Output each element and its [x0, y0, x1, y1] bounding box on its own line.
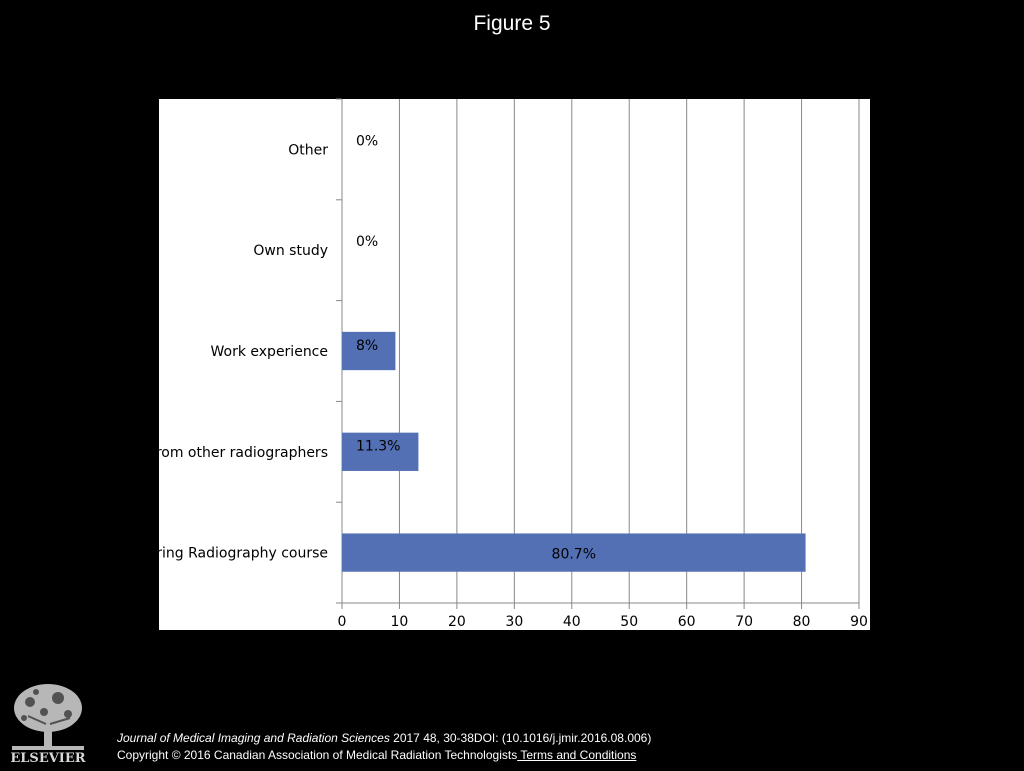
x-tick-label: 20: [447, 614, 466, 630]
citation-block: [117, 730, 651, 764]
x-tick-label: 40: [562, 614, 581, 630]
x-tick-label: 70: [735, 614, 754, 630]
journal-name: Journal of Medical Imaging and Radiation Sciences: [117, 731, 390, 745]
bar-chart: [136, 99, 870, 630]
data-label: 11.3%: [356, 438, 401, 455]
category-label: From other radiographers: [148, 444, 328, 461]
data-label: 80.7%: [551, 546, 597, 563]
category-label: During Radiography course: [136, 545, 328, 562]
data-label: 0%: [356, 234, 379, 251]
x-tick-label: 0: [337, 614, 347, 630]
citation-text: 2017 48, 30-38DOI: (10.1016/j.jmir.2016.08.006): [389, 731, 652, 745]
data-label: 0%: [356, 133, 379, 150]
x-tick-label: 90: [850, 614, 868, 630]
terms-link[interactable]: Terms and Conditions: [517, 748, 637, 762]
copyright-text: Copyright © 2016 Canadian Association of Medical Radiation Technologists: [117, 748, 518, 762]
category-label: Other: [288, 142, 328, 159]
figure-title: Figure 5: [473, 12, 551, 35]
category-label: Work experience: [210, 344, 328, 360]
data-label: 8%: [356, 337, 379, 354]
x-tick-label: 30: [505, 614, 524, 630]
elsevier-logo: [8, 680, 88, 766]
publisher-name: ELSEVIER: [10, 751, 86, 766]
x-tick-label: 50: [620, 614, 639, 630]
x-tick-label: 10: [390, 614, 409, 630]
category-label: Own study: [253, 243, 328, 260]
x-tick-label: 60: [677, 614, 696, 630]
x-tick-label: 80: [792, 614, 811, 630]
elsevier-tree-icon: [8, 680, 88, 766]
chart-panel: [136, 99, 870, 630]
copyright-line: [117, 747, 651, 764]
citation-line: [117, 730, 651, 747]
